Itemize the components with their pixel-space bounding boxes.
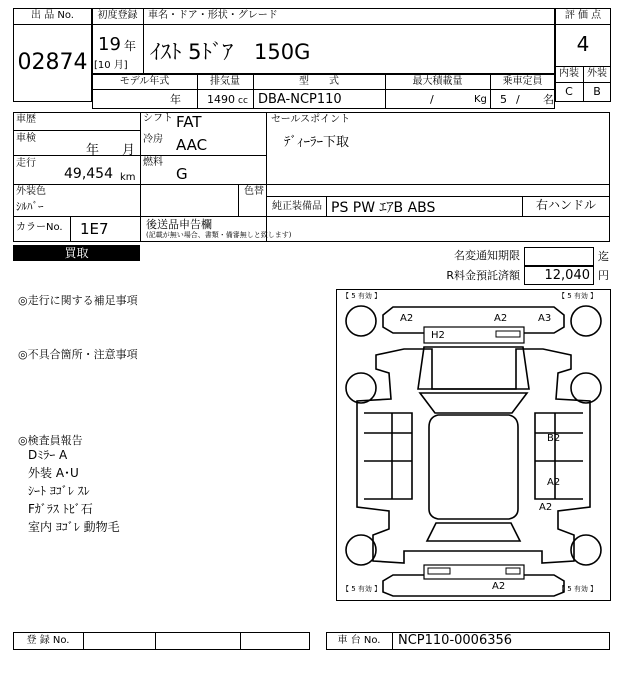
exterior-color-value: ｼﾙﾊﾞｰ [16, 200, 44, 213]
displacement-unit: cc [238, 96, 248, 106]
sales-point-label: セールスポイント [271, 114, 351, 125]
inspector-line: Fｶﾞﾗｽ ﾄﾋﾞ石 [28, 502, 93, 516]
recycle-fee-unit: 円 [598, 269, 609, 282]
lot-number: 02874 [17, 50, 88, 75]
car-outline-diagram [336, 289, 611, 601]
damage-mark-rear-center: A2 [492, 581, 506, 592]
shift-label: シフト [143, 113, 173, 124]
exterior-label: 外装 [587, 68, 607, 79]
exterior-color-label: 外装色 [16, 186, 46, 197]
tire-tread-front-right: 【 5 有効 】 [558, 292, 598, 300]
equipment-label: 純正装備品 [272, 201, 322, 212]
defect-notes-label: ◎不具合箇所・注意事項 [18, 348, 138, 361]
inspector-line: Dﾐﾗｰ A [28, 448, 68, 462]
inspection-month-unit: 月 [122, 143, 136, 158]
exterior-grade: B [593, 85, 601, 98]
recycle-fee-label: R料金預託済額 [446, 269, 520, 282]
registration-number-label: 登 録 No. [26, 635, 70, 646]
first-registration-label: 初度登録 [97, 10, 138, 21]
driving-notes-label: ◎走行に関する補足事項 [18, 294, 138, 307]
fuel-label: 燃料 [143, 157, 163, 168]
damage-mark-hood: H2 [431, 330, 445, 341]
displacement: 1490 [207, 93, 235, 106]
tire-tread-front-left: 【 5 有効 】 [342, 292, 382, 300]
score-label: 評 価 点 [564, 10, 602, 21]
inspector-report-lines [28, 446, 120, 536]
chassis-number: NCP110-0006356 [398, 633, 513, 648]
purchase-badge: 買取 [13, 245, 140, 261]
tire-tread-rear-left: 【 5 有効 】 [342, 585, 382, 593]
displacement-label: 排気量 [210, 76, 240, 87]
inspector-line: 室内 ﾖｺﾞﾚ 動物毛 [28, 520, 120, 534]
equipment-value: PS PW ｴｱB ABS [331, 200, 436, 216]
name-change-deadline-unit: 迄 [598, 250, 609, 263]
mileage-label: 走行 [16, 158, 36, 169]
history-label: 車歴 [16, 114, 36, 125]
year-unit: 年 [124, 39, 137, 53]
inspection-label: 車検 [16, 133, 36, 144]
inspector-line: ｼｰﾄ ﾖｺﾞﾚ ｽﾚ [28, 484, 90, 498]
capacity-value: 5 [500, 93, 507, 106]
inspector-report-label: ◎検査員報告 [18, 434, 83, 447]
capacity-label: 乗車定員 [502, 76, 543, 87]
model-year-unit: 年 [170, 93, 181, 106]
recycle-fee-amount: 12,040 [524, 266, 594, 285]
first-registration-month: [10 月] [94, 60, 128, 71]
inspection-year-unit: 年 [86, 143, 100, 158]
damage-mark-front-right: A3 [538, 313, 552, 324]
inspector-line: 外装 A･U [28, 466, 79, 480]
name-change-deadline-field [524, 247, 594, 266]
damage-mark-right-front: B2 [547, 433, 561, 444]
max-load-label: 最大積載量 [412, 76, 463, 87]
ac-value: AAC [176, 136, 208, 154]
shift-value: FAT [176, 113, 202, 131]
ac-label: 冷房 [143, 134, 163, 145]
overall-score: 4 [576, 32, 590, 56]
capacity-separator: / [516, 93, 520, 106]
tire-tread-rear-right: 【 5 有効 】 [558, 585, 598, 593]
car-name-label: 車名・ドア・形状・グレード [148, 10, 278, 21]
first-registration-year: 19 [98, 34, 121, 55]
car-name: ｲｽﾄ 5ﾄﾞｱ 150G [150, 40, 311, 64]
damage-mark-front-left: A2 [400, 313, 414, 324]
steering-position: 右ハンドル [535, 198, 596, 212]
sales-point-value: ﾃﾞｨｰﾗｰ下取 [284, 135, 350, 150]
damage-diagram [336, 289, 611, 601]
name-change-deadline-label: 名変通知期限 [454, 249, 520, 262]
color-number-label: カラーNo. [16, 222, 63, 233]
capacity-unit: 名 [543, 93, 554, 106]
color-change-label: 色替 [244, 186, 264, 197]
mileage-value: 49,454 [64, 166, 113, 182]
chassis-number-label: 車 台 No. [337, 635, 381, 646]
model-year-label: モデル年式 [119, 76, 170, 87]
max-load-unit: Kg [474, 94, 487, 105]
damage-mark-right-rear: A2 [539, 502, 553, 513]
mileage-unit: km [120, 172, 136, 183]
lot-number-label: 出 品 No. [31, 10, 74, 21]
damage-mark-front-center: A2 [494, 313, 508, 324]
interior-grade: C [565, 85, 573, 98]
type-label: 型 式 [299, 76, 339, 87]
documents-label: 後送品申告欄 [146, 218, 212, 231]
vehicle-type: DBA-NCP110 [258, 92, 342, 107]
interior-label: 内装 [559, 68, 579, 79]
damage-mark-right-middle: A2 [547, 477, 561, 488]
fuel-value: G [176, 165, 188, 183]
max-load-separator: / [430, 93, 434, 106]
color-number: 1E7 [80, 220, 109, 238]
documents-note: (記載が無い場合、書類・備審無しと致します) [146, 231, 292, 239]
